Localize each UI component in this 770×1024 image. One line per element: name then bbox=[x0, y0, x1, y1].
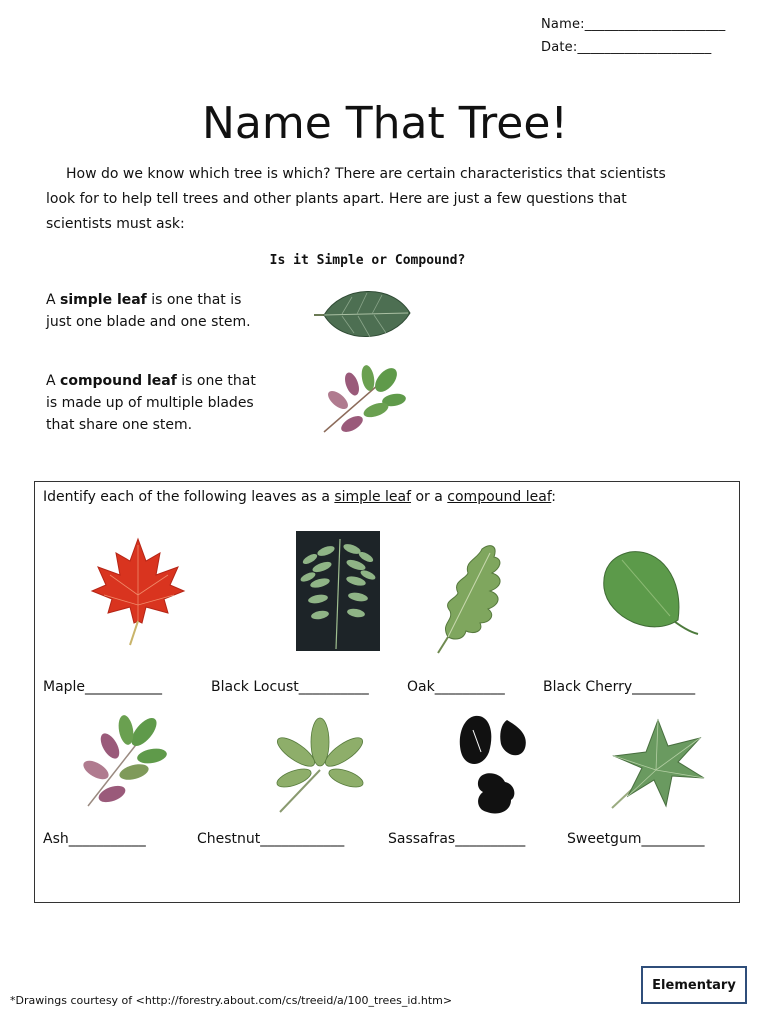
instr-post: : bbox=[551, 489, 556, 505]
simple-def-pre: A bbox=[46, 292, 61, 308]
sweetgum-leaf-icon bbox=[608, 716, 708, 812]
sassafras-answer-label: Sassafras__________ bbox=[388, 831, 526, 847]
instr-pre: Identify each of the following leaves as a bbox=[43, 489, 335, 505]
instr-simple: simple leaf bbox=[334, 489, 412, 505]
image-credit-footnote: *Drawings courtesy of <http://forestry.about.com/cs/treeid/a/100_trees_id.htm> bbox=[10, 994, 453, 1007]
instr-mid: or a bbox=[411, 489, 448, 505]
chestnut-answer-label: Chestnut____________ bbox=[197, 831, 345, 847]
compound-leaf-example-icon bbox=[316, 366, 408, 438]
page-title: Name That Tree! bbox=[201, 98, 569, 149]
oak-answer-label: Oak__________ bbox=[407, 679, 505, 695]
instr-compound: compound leaf bbox=[447, 489, 552, 505]
oak-leaf-icon bbox=[430, 539, 512, 657]
sweetgum-answer-label: Sweetgum_________ bbox=[567, 831, 705, 847]
compound-def-post: is one that is made up of multiple blades that share one stem. bbox=[46, 373, 256, 433]
black-locust-answer-label: Black Locust__________ bbox=[211, 679, 369, 695]
simple-def-post: is one that is just one blade and one stem. bbox=[46, 292, 251, 330]
ash-leaf-icon bbox=[80, 712, 164, 810]
sassafras-leaf-icon bbox=[455, 712, 531, 818]
compound-def-term: compound leaf bbox=[60, 373, 177, 389]
compound-leaf-definition bbox=[46, 370, 266, 436]
simple-def-term: simple leaf bbox=[60, 292, 147, 308]
black-locust-leaf-icon bbox=[296, 531, 380, 651]
activity-instructions bbox=[43, 489, 556, 505]
maple-answer-label: Maple___________ bbox=[43, 679, 163, 695]
maple-leaf-icon bbox=[90, 535, 186, 647]
grade-level-badge: Elementary bbox=[641, 966, 747, 1004]
chestnut-leaf-icon bbox=[272, 716, 368, 816]
simple-leaf-example-icon bbox=[312, 283, 412, 347]
intro-text: How do we know which tree is which? There are certain characteristics that scientists look for to help tell trees and other plants apart. Here are just a few questions that scientists must ask: bbox=[46, 166, 666, 232]
intro-paragraph bbox=[46, 162, 666, 237]
name-field-label: Name:_____________________ bbox=[541, 17, 726, 32]
black-cherry-leaf-icon bbox=[600, 548, 700, 640]
black-cherry-answer-label: Black Cherry_________ bbox=[543, 679, 696, 695]
ash-answer-label: Ash___________ bbox=[43, 831, 146, 847]
date-field-label: Date:____________________ bbox=[541, 40, 712, 55]
simple-leaf-definition bbox=[46, 289, 266, 333]
compound-def-pre: A bbox=[46, 373, 61, 389]
section-question: Is it Simple or Compound? bbox=[269, 253, 466, 268]
